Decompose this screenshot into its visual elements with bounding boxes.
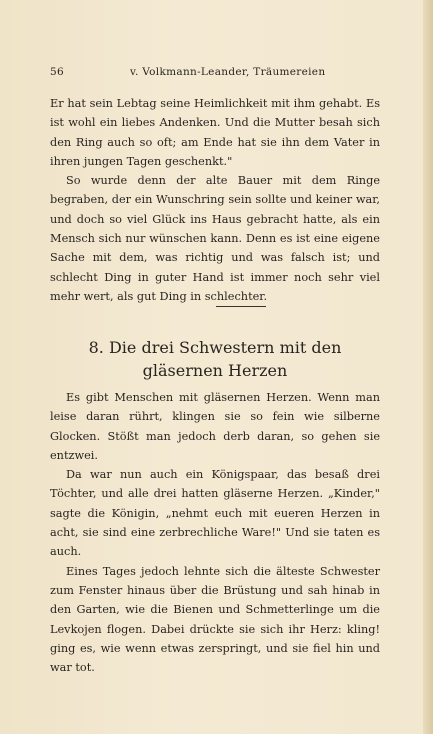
paragraph: So wurde denn der alte Bauer mit dem Ringe begraben, der ein Wunschring sein sollte und keiner war, und doch so viel Glück ins Haus gebracht hatte, als ein Mensch sich nur wünschen kann. Denn es ist eine eigene Sache mit dem, was richtig und was falsch ist; und schlecht Ding in guter Hand ist immer noch sehr viel mehr wert, als gut Ding in schlechter.: [50, 174, 380, 303]
text-block-bottom: [50, 388, 380, 677]
paragraph: Da war nun auch ein Königspaar, das besaß drei Töchter, und alle drei hatten gläserne Herzen. „Kinder," sagte die Königin, „nehmt euch mit eueren Herzen in acht, sie sind eine zerbrechliche Ware!" Und sie taten es auch.: [50, 468, 380, 559]
running-header: [50, 66, 380, 82]
page-edge: [423, 0, 433, 734]
chapter-title-line-1: 8. Die drei Schwestern mit den: [88, 338, 342, 357]
section-divider: [216, 306, 266, 307]
chapter-title-line-2: gläsernen Herzen: [142, 361, 288, 380]
paragraph: Er hat sein Lebtag seine Heimlichkeit mit ihm gehabt. Es ist wohl ein liebes Andenken. Und die Mutter besah sich den Ring auch so oft; am Ende hat sie ihn dem Vater in ihren jungen Tagen geschenkt.": [50, 97, 380, 168]
running-title: v. Volkmann-Leander, Träumereien: [130, 66, 326, 78]
text-block-top: [50, 94, 380, 306]
page-number: 56: [50, 66, 64, 78]
paragraph: Es gibt Menschen mit gläsernen Herzen. Wenn man leise daran rührt, klingen sie so fein wie silberne Glocken. Stößt man jedoch derb daran, so gehen sie entzwei.: [50, 391, 380, 462]
chapter-heading: [50, 336, 380, 382]
paragraph: Eines Tages jedoch lehnte sich die älteste Schwester zum Fenster hinaus über die Brüstung und sah hinab in den Garten, wie die Bienen und Schmetterlinge um die Levkojen flogen. Dabei drückte sie sich ihr Herz: kling! ging es, wie wenn etwas zerspringt, und sie fiel hin und war tot.: [50, 564, 380, 675]
